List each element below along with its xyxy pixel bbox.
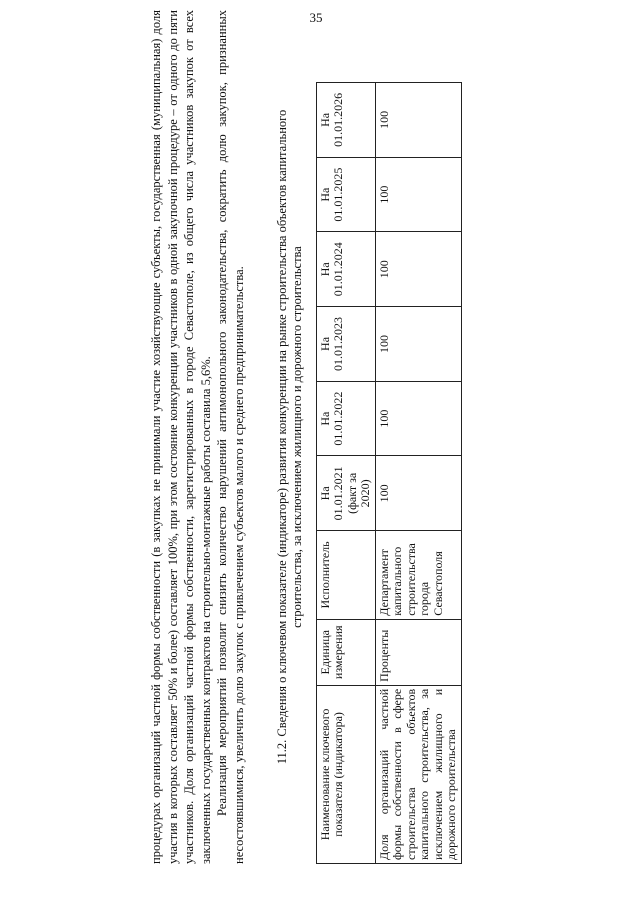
cell-name: Доля организаций частной формы собственности в сфере строительства объектов капитального строительства, за исключением жилищного и дорожного строительства bbox=[375, 685, 461, 863]
header-2025: На 01.01.2025 bbox=[316, 157, 375, 232]
header-2026: На 01.01.2026 bbox=[316, 83, 375, 158]
header-name: Наименование ключевого показателя (индикатора) bbox=[316, 685, 375, 863]
table-header-row bbox=[316, 83, 375, 864]
cell-executor: Департамент капитального строительства города Севастополя bbox=[375, 531, 461, 620]
section-title: 11.2. Сведения о ключевом показателе (индикаторе) развития конкуренции на рынке строительства объектов капитального строительства, за исключением жилищного и дорожного строительства bbox=[274, 109, 305, 765]
indicator-table bbox=[316, 82, 462, 864]
rotated-content bbox=[110, 0, 632, 870]
cell-2025: 100 bbox=[375, 157, 461, 232]
paragraph-1: процедурах организаций частной формы собственности (в закупках не принимали участие хозяйствующие субъекты, государственная (муниципальная) доля участия в которых составляет 50% и более) составляет 100%, при этом состояние конкуренции участников в одной закупочной процедуре – от одного до пяти участников. Доля организаций частной формы собственности, зарегистрированных в городе Севастополе, из общего числа участников закупок от всех заключенных государственных контрактов на строительно-монтажные работы составила 5,6%. bbox=[149, 10, 213, 864]
paragraph-2: Реализация мероприятий позволит снизить количество нарушений антимонопольного законодательства, сократить долю закупок, признанных несостоявшимися, увеличить долю закупок с привлечением субъектов малого и среднего предпринимательства. bbox=[215, 10, 246, 864]
header-2021: На 01.01.2021 (факт за 2020) bbox=[316, 456, 375, 531]
header-executor: Исполнитель bbox=[316, 531, 375, 620]
header-2023: На 01.01.2023 bbox=[316, 307, 375, 382]
page-number: 35 bbox=[309, 10, 323, 25]
cell-unit: Проценты bbox=[375, 619, 461, 685]
cell-2023: 100 bbox=[375, 307, 461, 382]
cell-2021: 100 bbox=[375, 456, 461, 531]
table-row bbox=[375, 83, 461, 864]
cell-2026: 100 bbox=[375, 83, 461, 158]
header-2024: На 01.01.2024 bbox=[316, 232, 375, 307]
document-body bbox=[110, 0, 462, 870]
header-2022: На 01.01.2022 bbox=[316, 381, 375, 456]
cell-2024: 100 bbox=[375, 232, 461, 307]
header-unit: Единица измерения bbox=[316, 619, 375, 685]
cell-2022: 100 bbox=[375, 381, 461, 456]
